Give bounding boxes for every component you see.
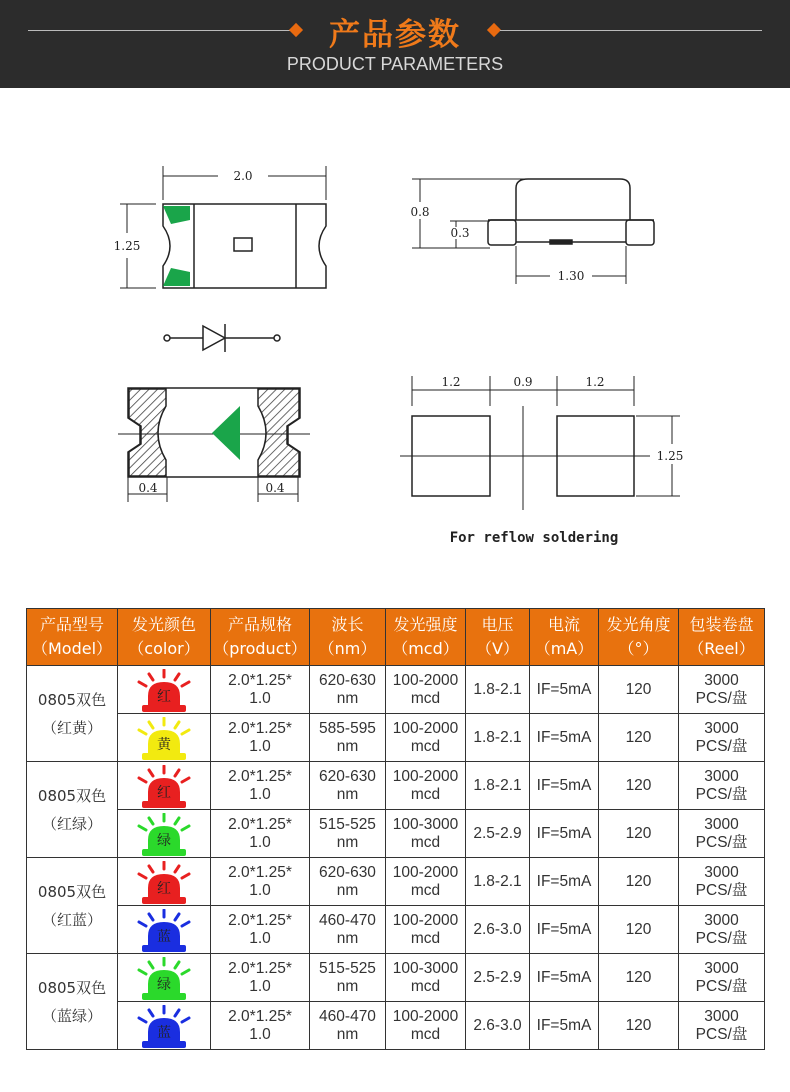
current-cell: IF=5mA bbox=[530, 858, 599, 906]
cell-line: nm bbox=[336, 1025, 359, 1043]
cell-line: mcd bbox=[410, 689, 441, 707]
cell-line: 3000 bbox=[704, 671, 739, 689]
cell-line: PCS/盘 bbox=[695, 785, 748, 803]
column-header-en: （nm） bbox=[318, 639, 377, 658]
current-cell: IF=5mA bbox=[530, 666, 599, 714]
cell-line: PCS/盘 bbox=[695, 689, 748, 707]
bottom-view bbox=[118, 388, 310, 502]
cell-line: mcd bbox=[410, 737, 441, 755]
intensity-cell bbox=[386, 858, 466, 906]
indicator-lamp-icon bbox=[131, 717, 197, 761]
model-name: 0805双色 bbox=[37, 786, 107, 805]
page-title: 产品参数 bbox=[329, 17, 461, 53]
table-row bbox=[27, 954, 765, 1002]
cell-line: 2.0*1.25* bbox=[228, 719, 292, 737]
column-header-cn: 电流 bbox=[547, 615, 580, 634]
spec-cell bbox=[211, 858, 310, 906]
reel-cell bbox=[679, 1002, 765, 1050]
cell-line: nm bbox=[336, 785, 359, 803]
cell-line: 3000 bbox=[704, 815, 739, 833]
table-row bbox=[27, 858, 765, 906]
column-header-en: （V） bbox=[476, 639, 519, 658]
column-header-en: （Model） bbox=[31, 639, 113, 658]
column-header-en: （mcd） bbox=[392, 639, 459, 658]
table-row bbox=[27, 906, 765, 954]
reel-cell bbox=[679, 714, 765, 762]
wavelength-cell bbox=[310, 666, 386, 714]
column-header-en: （product） bbox=[213, 639, 307, 658]
table-row bbox=[27, 666, 765, 714]
wavelength-cell bbox=[310, 714, 386, 762]
cell-line: mcd bbox=[410, 1025, 441, 1043]
current-cell: IF=5mA bbox=[530, 810, 599, 858]
spec-cell bbox=[211, 906, 310, 954]
model-variant: （红黄） bbox=[41, 718, 102, 737]
cell-line: 2.0*1.25* bbox=[228, 863, 292, 881]
side-height-label: 0.8 bbox=[410, 205, 430, 219]
side-lead-label: 0.3 bbox=[450, 226, 470, 240]
angle-cell: 120 bbox=[599, 906, 679, 954]
cell-line: 2.0*1.25* bbox=[228, 1007, 292, 1025]
color-cell bbox=[118, 858, 211, 906]
voltage-cell: 2.5-2.9 bbox=[466, 954, 530, 1002]
voltage-cell: 2.5-2.9 bbox=[466, 810, 530, 858]
color-name-label: 红 bbox=[157, 880, 171, 897]
pad-layout bbox=[400, 375, 683, 546]
color-name-label: 绿 bbox=[157, 976, 171, 993]
angle-cell: 120 bbox=[599, 714, 679, 762]
reel-cell bbox=[679, 810, 765, 858]
column-header-cn: 包装卷盘 bbox=[689, 615, 754, 634]
cell-line: 1.0 bbox=[249, 833, 271, 851]
cell-line: nm bbox=[336, 737, 359, 755]
voltage-cell: 2.6-3.0 bbox=[466, 1002, 530, 1050]
column-header-en: （Reel） bbox=[688, 639, 755, 658]
cathode-marker bbox=[163, 268, 190, 286]
wavelength-cell bbox=[310, 810, 386, 858]
cell-line: 515-525 bbox=[319, 959, 376, 977]
intensity-cell bbox=[386, 714, 466, 762]
color-cell bbox=[118, 954, 211, 1002]
column-header-cn: 产品规格 bbox=[227, 615, 292, 634]
cell-line: 2.0*1.25* bbox=[228, 767, 292, 785]
header-divider-right bbox=[500, 30, 762, 31]
diode-symbol bbox=[164, 324, 280, 352]
model-variant: （红蓝） bbox=[41, 910, 102, 929]
cell-line: 100-2000 bbox=[392, 1007, 459, 1025]
indicator-lamp-icon bbox=[131, 669, 197, 713]
cell-line: 100-3000 bbox=[392, 959, 459, 977]
cell-line: 100-2000 bbox=[392, 671, 459, 689]
column-header bbox=[310, 609, 386, 666]
spec-cell bbox=[211, 762, 310, 810]
cell-line: 3000 bbox=[704, 1007, 739, 1025]
side-base-label: 1.30 bbox=[557, 269, 585, 283]
reel-cell bbox=[679, 666, 765, 714]
cell-line: mcd bbox=[410, 833, 441, 851]
cell-line: 1.0 bbox=[249, 929, 271, 947]
cell-line: PCS/盘 bbox=[695, 929, 748, 947]
cell-line: 620-630 bbox=[319, 671, 376, 689]
column-header bbox=[118, 609, 211, 666]
current-cell: IF=5mA bbox=[530, 954, 599, 1002]
cell-line: PCS/盘 bbox=[695, 737, 748, 755]
cell-line: 2.0*1.25* bbox=[228, 911, 292, 929]
cell-line: 1.0 bbox=[249, 977, 271, 995]
cell-line: 3000 bbox=[704, 719, 739, 737]
cell-line: nm bbox=[336, 977, 359, 995]
dimension-drawing bbox=[0, 88, 790, 608]
cell-line: 460-470 bbox=[319, 1007, 376, 1025]
model-name: 0805双色 bbox=[37, 978, 107, 997]
column-header bbox=[466, 609, 530, 666]
top-width-label: 2.0 bbox=[233, 169, 253, 183]
cell-line: 3000 bbox=[704, 767, 739, 785]
cell-line: 620-630 bbox=[319, 767, 376, 785]
spec-cell bbox=[211, 666, 310, 714]
wavelength-cell bbox=[310, 858, 386, 906]
spec-cell bbox=[211, 954, 310, 1002]
angle-cell: 120 bbox=[599, 762, 679, 810]
cell-line: nm bbox=[336, 833, 359, 851]
wavelength-cell bbox=[310, 906, 386, 954]
table-row bbox=[27, 714, 765, 762]
cell-line: mcd bbox=[410, 881, 441, 899]
color-cell bbox=[118, 762, 211, 810]
model-variant: （蓝绿） bbox=[41, 1006, 102, 1025]
voltage-cell: 1.8-2.1 bbox=[466, 714, 530, 762]
color-cell bbox=[118, 714, 211, 762]
cell-line: 100-2000 bbox=[392, 719, 459, 737]
cell-line: 3000 bbox=[704, 863, 739, 881]
cell-line: 3000 bbox=[704, 911, 739, 929]
angle-cell: 120 bbox=[599, 858, 679, 906]
color-name-label: 蓝 bbox=[157, 1024, 171, 1041]
cell-line: 3000 bbox=[704, 959, 739, 977]
voltage-cell: 2.6-3.0 bbox=[466, 906, 530, 954]
pad2-width-label: 1.2 bbox=[585, 375, 605, 389]
column-header-cn: 波长 bbox=[331, 615, 364, 634]
spec-cell bbox=[211, 1002, 310, 1050]
table-row bbox=[27, 810, 765, 858]
cell-line: 100-2000 bbox=[392, 911, 459, 929]
model-name: 0805双色 bbox=[37, 690, 107, 709]
cell-line: PCS/盘 bbox=[695, 1025, 748, 1043]
spec-cell bbox=[211, 714, 310, 762]
current-cell: IF=5mA bbox=[530, 762, 599, 810]
column-header bbox=[679, 609, 765, 666]
reel-cell bbox=[679, 906, 765, 954]
pad-height-label: 1.25 bbox=[656, 449, 684, 463]
column-header bbox=[211, 609, 310, 666]
top-height-label: 1.25 bbox=[113, 239, 141, 253]
cell-line: 100-2000 bbox=[392, 863, 459, 881]
spec-cell bbox=[211, 810, 310, 858]
indicator-lamp-icon bbox=[131, 957, 197, 1001]
color-name-label: 蓝 bbox=[157, 928, 171, 945]
color-name-label: 红 bbox=[157, 688, 171, 705]
top-view bbox=[114, 166, 326, 288]
pad-gap-label: 0.9 bbox=[513, 375, 533, 389]
cell-line: nm bbox=[336, 881, 359, 899]
model-name: 0805双色 bbox=[37, 882, 107, 901]
intensity-cell bbox=[386, 666, 466, 714]
column-header bbox=[27, 609, 118, 666]
reel-cell bbox=[679, 858, 765, 906]
column-header-en: （color） bbox=[128, 639, 200, 658]
cell-line: mcd bbox=[410, 785, 441, 803]
color-cell bbox=[118, 1002, 211, 1050]
page-subtitle: PRODUCT PARAMETERS bbox=[286, 54, 504, 74]
cell-line: 1.0 bbox=[249, 785, 271, 803]
angle-cell: 120 bbox=[599, 810, 679, 858]
angle-cell: 120 bbox=[599, 954, 679, 1002]
model-cell bbox=[27, 762, 118, 858]
cell-line: PCS/盘 bbox=[695, 977, 748, 995]
color-name-label: 红 bbox=[157, 784, 171, 801]
model-cell bbox=[27, 858, 118, 954]
cell-line: PCS/盘 bbox=[695, 881, 748, 899]
angle-cell: 120 bbox=[599, 1002, 679, 1050]
cell-line: 1.0 bbox=[249, 689, 271, 707]
table-body bbox=[27, 666, 765, 1050]
intensity-cell bbox=[386, 954, 466, 1002]
intensity-cell bbox=[386, 762, 466, 810]
spec-table bbox=[26, 608, 765, 1050]
cell-line: 2.0*1.25* bbox=[228, 959, 292, 977]
column-header-en: （°） bbox=[618, 639, 659, 658]
intensity-cell bbox=[386, 1002, 466, 1050]
indicator-lamp-icon bbox=[131, 1005, 197, 1049]
cell-line: mcd bbox=[410, 977, 441, 995]
column-header bbox=[599, 609, 679, 666]
intensity-cell bbox=[386, 810, 466, 858]
column-header-cn: 发光颜色 bbox=[131, 615, 196, 634]
color-cell bbox=[118, 810, 211, 858]
wavelength-cell bbox=[310, 762, 386, 810]
cell-line: 515-525 bbox=[319, 815, 376, 833]
column-header bbox=[530, 609, 599, 666]
cell-line: 1.0 bbox=[249, 737, 271, 755]
table-header-row bbox=[27, 609, 765, 666]
bottom-pad-right-label: 0.4 bbox=[265, 481, 285, 495]
pad1-width-label: 1.2 bbox=[441, 375, 461, 389]
current-cell: IF=5mA bbox=[530, 714, 599, 762]
intensity-cell bbox=[386, 906, 466, 954]
model-cell bbox=[27, 954, 118, 1050]
cell-line: PCS/盘 bbox=[695, 833, 748, 851]
package-drawing-svg bbox=[0, 88, 790, 608]
anode-marker bbox=[163, 206, 190, 224]
column-header-cn: 发光强度 bbox=[393, 615, 458, 634]
cell-line: 100-3000 bbox=[392, 815, 459, 833]
cell-line: 1.0 bbox=[249, 1025, 271, 1043]
cell-line: 2.0*1.25* bbox=[228, 671, 292, 689]
bottom-pad-left-label: 0.4 bbox=[138, 481, 158, 495]
column-header-cn: 电压 bbox=[481, 615, 514, 634]
wavelength-cell bbox=[310, 1002, 386, 1050]
reflow-caption: For reflow soldering bbox=[449, 530, 619, 546]
reel-cell bbox=[679, 762, 765, 810]
section-header bbox=[0, 0, 790, 88]
cell-line: 100-2000 bbox=[392, 767, 459, 785]
table-row bbox=[27, 762, 765, 810]
cell-line: 2.0*1.25* bbox=[228, 815, 292, 833]
model-variant: （红绿） bbox=[41, 814, 102, 833]
cell-line: 460-470 bbox=[319, 911, 376, 929]
polarity-triangle-icon bbox=[212, 406, 240, 460]
voltage-cell: 1.8-2.1 bbox=[466, 666, 530, 714]
angle-cell: 120 bbox=[599, 666, 679, 714]
table-row bbox=[27, 1002, 765, 1050]
reel-cell bbox=[679, 954, 765, 1002]
column-header bbox=[386, 609, 466, 666]
color-name-label: 黄 bbox=[157, 736, 171, 753]
current-cell: IF=5mA bbox=[530, 906, 599, 954]
voltage-cell: 1.8-2.1 bbox=[466, 762, 530, 810]
voltage-cell: 1.8-2.1 bbox=[466, 858, 530, 906]
cell-line: nm bbox=[336, 929, 359, 947]
wavelength-cell bbox=[310, 954, 386, 1002]
indicator-lamp-icon bbox=[131, 861, 197, 905]
cell-line: nm bbox=[336, 689, 359, 707]
color-cell bbox=[118, 906, 211, 954]
indicator-lamp-icon bbox=[131, 813, 197, 857]
model-cell bbox=[27, 666, 118, 762]
current-cell: IF=5mA bbox=[530, 1002, 599, 1050]
column-header-cn: 发光角度 bbox=[606, 615, 671, 634]
cell-line: 620-630 bbox=[319, 863, 376, 881]
indicator-lamp-icon bbox=[131, 765, 197, 809]
indicator-lamp-icon bbox=[131, 909, 197, 953]
column-header-cn: 产品型号 bbox=[39, 615, 104, 634]
side-view bbox=[410, 179, 654, 284]
color-cell bbox=[118, 666, 211, 714]
cell-line: 1.0 bbox=[249, 881, 271, 899]
cell-line: 585-595 bbox=[319, 719, 376, 737]
column-header-en: （mA） bbox=[534, 639, 594, 658]
cell-line: mcd bbox=[410, 929, 441, 947]
color-name-label: 绿 bbox=[157, 832, 171, 849]
